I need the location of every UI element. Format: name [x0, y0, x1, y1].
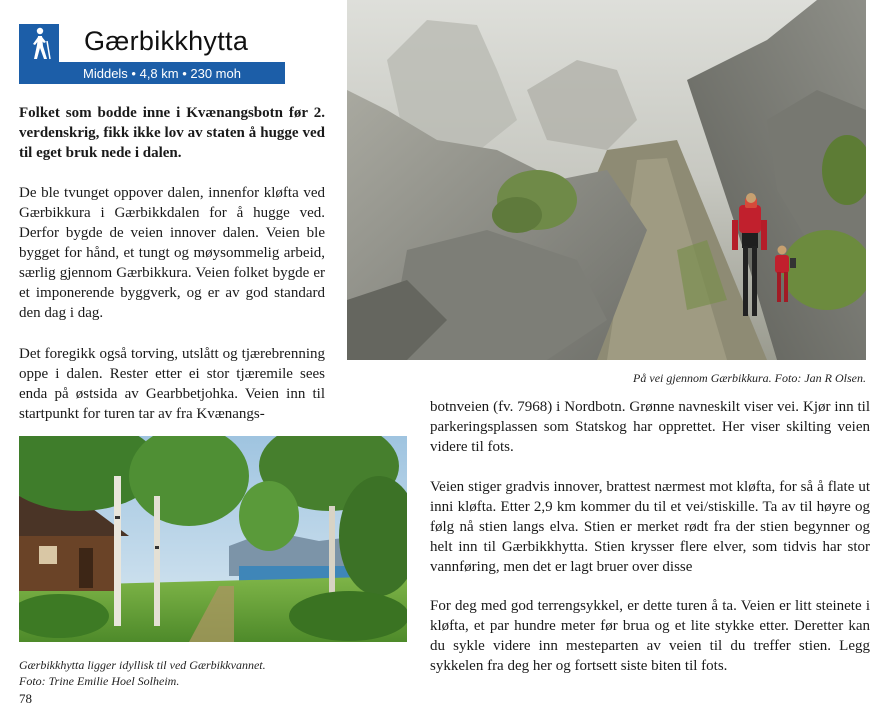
paragraph-2: Det foregikk også torving, utslått og tjærebrenning oppe i dalen. Rester etter ei stor tjæremile sees enda på østsida av Gearbbetjohka. Veien inn til startpunkt for turen tar av fra Kvænangs- — [19, 346, 325, 422]
lead-paragraph: Folket som bodde inne i Kvænangsbotn før 2. verdenskrig, fikk ikke lov av staten å hugge ved til eget bruk nede i dalen. — [19, 105, 325, 161]
photo-caption-cabin — [19, 657, 419, 689]
hiker-badge — [19, 24, 59, 64]
photo-gorge-hikers — [347, 0, 866, 360]
paragraph-4: Veien stiger gradvis innover, brattest nærmest mot kløfta, for så å flate ut inni kløfta. Etter 2,9 km kommer du til et vei/stiskille. Ta av til høyre og følg nå stien langs elva. Stien er merket rødt fra der stien begynner og helt inn til Gærbikkhytta. Stien krysser flere elver, som tidvis har stor vannføring, men det er lagt bruer over disse — [430, 479, 870, 575]
caption-cabin-line1: Gærbikkhytta ligger idyllisk til ved Gærbikkvannet. — [19, 658, 266, 672]
hiker-icon — [26, 27, 52, 61]
page-title: Gærbikkhytta — [84, 26, 249, 56]
photo-caption-gorge: På vei gjennom Gærbikkura. Foto: Jan R Olsen. — [633, 371, 866, 385]
trail-info-bar: Middels • 4,8 km • 230 moh — [19, 62, 285, 84]
paragraph-1: De ble tvunget oppover dalen, innenfor kløfta ved Gærbikkura i Gærbikkdalen for å hugge ved. Derfor bygde de veien innover dalen. Veien ble bygget for hånd, et tungt og møysommelig arbeid, særlig gjennom Gærbikkura. Veien folket bygde er et imponerende byggverk, og er av god standard den dag i dag. — [19, 185, 325, 321]
paragraph-3: botnveien (fv. 7968) i Nordbotn. Grønne navneskilt viser vei. Kjør inn til parkeringsplassen som Statskog har opprettet. Her viser skilting veien videre til fots. — [430, 399, 870, 455]
caption-cabin-line2: Foto: Trine Emilie Hoel Solheim. — [19, 674, 180, 688]
photo-cabin-lake — [19, 436, 407, 642]
paragraph-5: For deg med god terrengsykkel, er dette turen å ta. Veien er litt steinete i kløfta, et par hundre meter før brua og et lite stykke etter. Deretter kan du sykle videre inn mesteparten av veien til du treffer stien. Legg sykkelen fra deg her og fortsett siste biten til fots. — [430, 598, 870, 674]
page-number: 78 — [19, 691, 32, 706]
